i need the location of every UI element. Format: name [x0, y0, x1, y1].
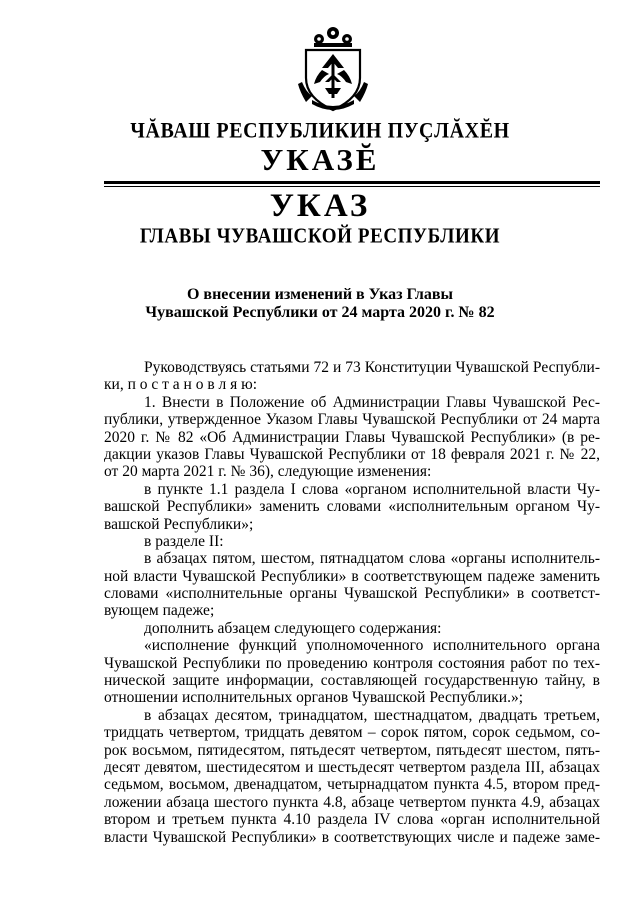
body-line: вашской Республики» заменить словами «исполнительным органом Чу- [104, 498, 600, 516]
body-line: вующем падеже; [104, 602, 215, 620]
body-line: Руководствуясь статьями 72 и 73 Конституции Чувашской Республи- [144, 359, 600, 376]
body-line: ложении абзаца шестого пункта 4.8, абзаце четвертом пункта 4.9, абзацах [104, 793, 600, 811]
body-line: в разделе II: [144, 532, 224, 550]
body-line: публики, утвержденное Указом Главы Чувашской Республики от 24 марта [104, 411, 600, 429]
body-line: нической защите информации, составляющей государственную тайну, в [104, 672, 600, 690]
body-line: седьмом, восьмом, двенадцатом, четырнадцатом пункта 4.5, втором пред- [104, 776, 600, 794]
body-line: ки, п о с т а н о в л я ю: [104, 376, 258, 394]
body-line: дакции указов Главы Чувашской Республики от 18 февраля 2021 г. № 22, [104, 445, 600, 463]
header-divider-thin [104, 186, 600, 187]
body-line: дополнить абзацем следующего содержания: [144, 619, 442, 637]
body-line: «исполнение функций уполномоченного исполнительного органа [144, 637, 600, 655]
russian-title: УКАЗ [269, 188, 371, 224]
body-line: отношении исполнительных органов Чувашской Республики.»; [104, 689, 524, 707]
subject-line-1: О внесении изменений в Указ Главы [186, 286, 453, 303]
body-line: в пункте 1.1 раздела I слова «органом исполнительной власти Чу- [144, 480, 600, 498]
body-line: втором и третьем пункта 4.10 раздела IV слова «орган исполнительной [104, 811, 600, 829]
emblem-icon [292, 22, 374, 114]
russian-subtitle: ГЛАВЫ ЧУВАШСКОЙ РЕСПУБЛИКИ [139, 224, 501, 248]
body-line: от 20 марта 2021 г. № 36), следующие изменения: [104, 463, 432, 481]
body-line: тридцать четвертом, тридцать девятом – сорок пятом, сорок седьмом, со- [104, 724, 600, 742]
body-line: словами «исполнительные органы Чувашской Республики» в соответст- [104, 585, 600, 603]
chuvash-title-line1: ЧĂВАШ РЕСПУБЛИКИН ПУÇЛĂХĔН [130, 118, 510, 144]
subject-line-2: Чувашской Республики от 24 марта 2020 г. № 82 [145, 304, 495, 321]
body-line: власти Чувашской Республики» в соответствующих числе и падеже заме- [104, 828, 600, 846]
body-line: Чувашской Республики по проведению контроля состояния работ по тех- [104, 654, 600, 672]
decree-subject [0, 286, 640, 322]
decree-body [104, 359, 600, 846]
body-line: рок восьмом, пятидесятом, пятьдесят четвертом, пятьдесят шестом, пять- [104, 741, 600, 759]
body-line: десят девятом, шестидесятом и шестьдесят четвертом раздела III, абзацах [104, 758, 600, 776]
body-line: вашской Республики»; [104, 515, 254, 533]
header-divider-thick [104, 181, 600, 184]
body-line: в абзацах десятом, тринадцатом, шестнадцатом, двадцать третьем, [144, 706, 600, 724]
coat-of-arms-emblem [292, 22, 374, 114]
body-line: в абзацах пятом, шестом, пятнадцатом слова «органы исполнитель- [144, 550, 600, 568]
body-line: 2020 г. № 82 «Об Администрации Главы Чувашской Республики» (в ре- [104, 428, 600, 446]
body-line: ной власти Чувашской Республики» в соответствующем падеже заменить [104, 567, 600, 585]
body-line: 1. Внести в Положение об Администрации Главы Чувашской Рес- [144, 393, 600, 411]
chuvash-title-line2: УКАЗĔ [260, 142, 380, 177]
